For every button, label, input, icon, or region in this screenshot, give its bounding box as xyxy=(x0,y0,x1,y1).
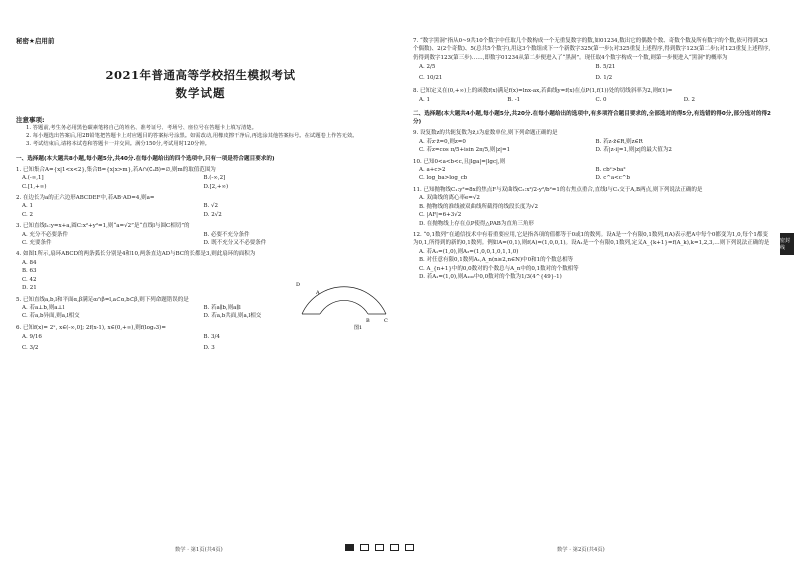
option-d[interactable]: D. 若a,b共面,则a,l相交 xyxy=(203,313,262,320)
option-a[interactable]: A.(-∞,1] xyxy=(22,175,44,182)
option-a[interactable]: A. a+c>2 xyxy=(419,167,446,174)
options xyxy=(413,138,772,155)
option-b[interactable]: B. √2 xyxy=(203,203,219,210)
question-10 xyxy=(413,158,772,183)
notice-item: 1. 答题前,考生务必用黑色碳素笔将自己的姓名、准考证号、考场号、座位号在答题卡上填写清楚。 xyxy=(26,125,257,131)
option-b[interactable]: B. -1 xyxy=(507,96,521,103)
option-c[interactable]: C. 2 xyxy=(22,211,34,218)
option-c[interactable]: C. |AF|=6+3√2 xyxy=(419,212,462,219)
section-1-heading: 一、选择题(本大题共8小题,每小题5分,共40分.在每小题给出的四个选项中,只有一项是符合题目要求的) xyxy=(16,155,275,162)
question-stem: 1. 已知集合A={x|1<x<2},集合B={x|x>m},若A∩(∁ₐB)=∅,则m的取值范围为 xyxy=(16,166,216,173)
question-stem: 12. “0,1数列”在通信技术中有着重要应用,它是指各项的值都等于0或1的数列。设A是一个有限0,1数列,f(A)表示把A中每个0都变为1,0,每个1都变为0,1,所得到的新的0,1数列。例如A=(0,1),则f(A)=(1,0,0,1)。设A₁是一个有限0,1数列,定义A_{k+1}=f(A_k),k=1,2,3,…则下列说法正确的是 xyxy=(413,231,770,247)
question-9 xyxy=(413,129,772,154)
option-d[interactable]: D. 在抛物线上存在点P使得△PAB为直角三角形 xyxy=(419,220,534,227)
question-stem: 2. 在边长为a的正六边形ABCDEF中,若AB·AD=4,则a= xyxy=(16,195,155,202)
question-stem: 8. 已知定义在(0,+∞)上的函数f(x)满足f(x)=lnx-ax,若曲线y=f(x)在点P(1,f(1))处的切线斜率为2,则f(1)= xyxy=(413,88,673,95)
option-c[interactable]: C. A_{n+1}中的0,0数对的个数总与A_n中的0,1数对的个数相等 xyxy=(419,265,579,272)
options xyxy=(413,96,772,104)
figure-label-c: C xyxy=(384,318,388,325)
exam-subtitle: 数学试题 xyxy=(175,86,226,100)
option-d[interactable]: D. 既不充分又不必要条件 xyxy=(203,240,267,247)
option-c[interactable]: C. 42 xyxy=(22,276,37,283)
question-1 xyxy=(16,166,385,191)
exam-title: 2021年普通高等学校招生模拟考试 xyxy=(105,68,296,82)
option-d[interactable]: D. 3 xyxy=(203,345,215,352)
option-d[interactable]: D. 2√2 xyxy=(203,211,222,218)
option-b[interactable]: B. 若z-z̄∈R,则z∈R xyxy=(595,138,643,145)
options xyxy=(16,231,385,248)
notice-heading: 注意事项: xyxy=(16,116,45,124)
options xyxy=(16,202,385,219)
options xyxy=(413,248,772,282)
option-a[interactable]: A. 若A₁=(1,0),则A₃=(1,0,0,1,0,1,1,0) xyxy=(419,248,519,255)
side-seal-tab: 密封线 xyxy=(780,233,794,255)
option-c[interactable]: C. 0 xyxy=(595,96,607,103)
option-b[interactable]: B. 对任意有限0,1数列A₁,A_n(n≥2,n∈N)中0和1的个数总相等 xyxy=(419,257,574,264)
figure-caption: 图1 xyxy=(354,325,363,331)
footer-right: 数学 · 第2页(共4页) xyxy=(557,547,605,553)
left-column xyxy=(16,30,388,354)
option-d[interactable]: D. 1/2 xyxy=(595,75,613,82)
question-stem: 9. 设复数z的共轭复数为z̄,i为虚数单位,则下列命题正确的是 xyxy=(413,130,558,137)
question-3 xyxy=(16,222,385,247)
option-c[interactable]: C. 若a,b异面,则a,l相交 xyxy=(22,313,80,320)
question-12 xyxy=(413,231,772,281)
footer-left: 数学 · 第1页(共4页) xyxy=(175,547,223,553)
option-c[interactable]: C. 充要条件 xyxy=(22,240,52,247)
option-c[interactable]: C.[1,+∞) xyxy=(22,183,47,190)
page-mark xyxy=(345,544,354,551)
figure-label-d: D xyxy=(296,282,301,289)
question-stem: 5. 已知直线a,b,l和平面α,β满足α∩β=l,a⊂α,b⊂β,则下列命题错误的是 xyxy=(16,296,189,303)
option-c[interactable]: C. 10/21 xyxy=(419,75,443,82)
option-d[interactable]: D. 若A₁=(1,0),则A₁₀₀中0,0数对的个数为1/3(4^{49}-1) xyxy=(419,273,562,280)
option-c[interactable]: C. 若z=cos π/5+isin 2π/5,则|z|=1 xyxy=(419,147,511,154)
options xyxy=(413,166,772,183)
question-8 xyxy=(413,87,772,104)
option-d[interactable]: D. 2 xyxy=(683,96,695,103)
option-a[interactable]: A. 9/16 xyxy=(22,334,42,341)
annulus-sector-figure xyxy=(294,266,394,330)
option-d[interactable]: D. 21 xyxy=(22,285,37,292)
figure-label-b: B xyxy=(366,318,370,325)
question-7 xyxy=(413,37,772,84)
option-a[interactable]: A. 充分不必要条件 xyxy=(22,231,68,238)
notice-item: 3. 考试结束后,请将本试卷和答题卡一并交回。满分150分,考试用时120分钟。 xyxy=(26,141,210,148)
option-b[interactable]: B. 63 xyxy=(22,268,37,275)
figure-label-a: A xyxy=(316,290,320,297)
question-stem: 10. 已知0<a<b<c,且|lga|=|lgc|,则 xyxy=(413,158,506,165)
option-b[interactable]: B. 3/4 xyxy=(203,334,220,341)
option-a[interactable]: A. 若a⊥b,则a⊥l xyxy=(22,304,65,311)
page-mark xyxy=(360,544,369,551)
option-c[interactable]: C. 3/2 xyxy=(22,345,39,352)
option-a[interactable]: A. 1 xyxy=(22,203,33,210)
right-page xyxy=(397,0,794,561)
option-b[interactable]: B.(-∞,2] xyxy=(203,175,226,182)
option-a[interactable]: A. 若z·z̄=0,则z=0 xyxy=(419,138,466,145)
options xyxy=(413,194,772,228)
question-2 xyxy=(16,194,385,219)
option-b[interactable]: B. cbˣ>ba² xyxy=(595,167,626,174)
options xyxy=(413,62,772,84)
option-d[interactable]: D.[2,+∞) xyxy=(203,183,229,190)
options xyxy=(16,174,385,191)
option-d[interactable]: D. c^a<c^b xyxy=(595,175,630,182)
option-b[interactable]: B. 若a∥b,则a∥l xyxy=(203,304,241,311)
option-c[interactable]: C. log_ba>log_cb xyxy=(419,175,468,182)
question-stem: 11. 已知抛物线C₁:y²=8x的焦点F与双曲线C₂:x²/2-y²/b²=1的右焦点重合,直线l与C₁交于A,B两点,则下列说法正确的是 xyxy=(413,186,703,193)
question-11 xyxy=(413,186,772,228)
question-stem: 4. 如图1所示,扇环ABCD的两条弧长分别是4和10,两条直边AD与BC的长都是3,则此扇环的面积为 xyxy=(16,251,256,258)
section-2-heading: 二、选择题(本大题共4小题,每小题5分,共20分.在每小题给出的选项中,有多项符合题目要求的,全部选对的得5分,有选错的得0分,部分选对的得2分) xyxy=(413,111,771,126)
notice-item: 2. 每小题选出答案后,用2B铅笔把答题卡上对应题目的答案标号涂黑。如需改动,用橡皮擦干净后,再选涂其他答案标号。在试题卷上作答无效。 xyxy=(26,133,358,140)
secret-label: 秘密★启用前 xyxy=(16,37,55,45)
option-a[interactable]: A. 双曲线的离心率e=√2 xyxy=(419,195,480,202)
right-column xyxy=(413,34,772,281)
option-b[interactable]: B. 抛物线的准线被双曲线所截得的线段长度为√2 xyxy=(419,203,539,210)
question-stem: 6. 已知f(x)= 2ˣ, x∈(-∞,0]; 2f(x-1), x∈(0,+∞),则f(log₂3)= xyxy=(16,324,166,331)
question-stem: 7. “数字黑洞”指从0~9共10个数字中任取几个数构成一个无重复数字的数,如01234,数出它的偶数个数、奇数个数及所有数字的个数,依可得到3(3个偶数)、2(2个奇数)、5(总共5个数字),用这3个数组成下一个新数字325(第一步);对325重复上述程序,得到数字123(第二步);对123重复上述程序,仍得到数字123(第三步)……,即数字01234从第二步便进入了“黑洞”。现任取4个数字构成一个数,则第一步便进入“黑洞”的概率为 xyxy=(413,38,771,61)
option-b[interactable]: B. 必要不充分条件 xyxy=(203,231,250,238)
option-d[interactable]: D. 若|z-i|=1,则|z|的最大值为2 xyxy=(595,147,672,154)
options xyxy=(16,332,385,354)
option-a[interactable]: A. 1 xyxy=(419,96,430,103)
question-stem: 3. 已知直线l₁:y=x+a,圆C:x²+y²=1,则“a=√2”是“直线l与圆C相切”的 xyxy=(16,223,190,230)
option-b[interactable]: B. 5/21 xyxy=(595,64,616,71)
option-a[interactable]: A. 2/5 xyxy=(419,64,436,71)
option-a[interactable]: A. 84 xyxy=(22,259,37,266)
page-mark xyxy=(375,544,384,551)
options xyxy=(16,259,202,293)
